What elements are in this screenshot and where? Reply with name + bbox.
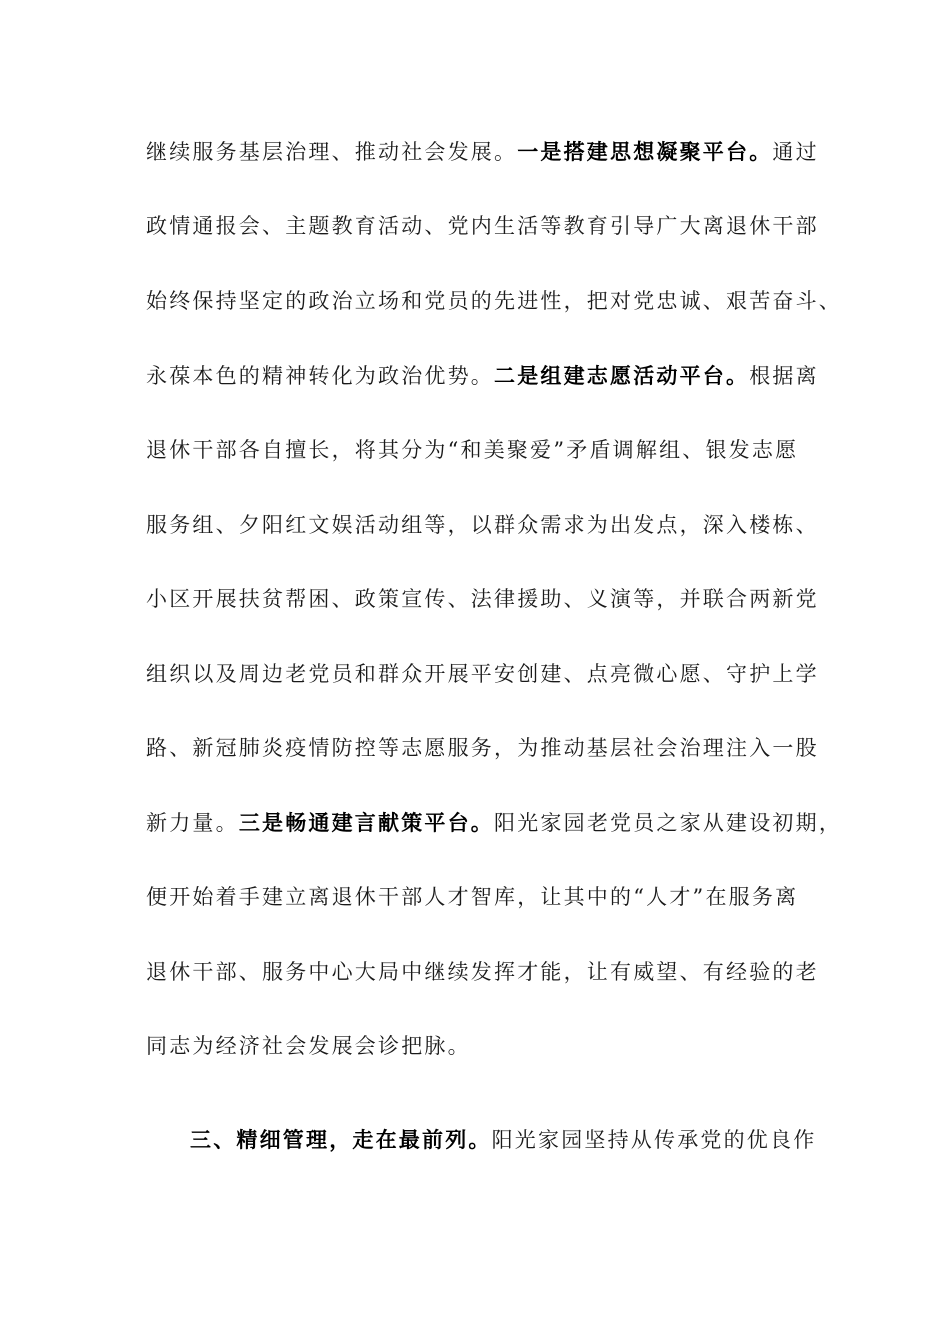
paragraph-line (146, 877, 836, 917)
section-heading: 三、精细管理，走在最前列。 (190, 1127, 492, 1152)
body-text: 政情通报会、主题教育活动、党内生活等教育引导广大离退休干部 (146, 214, 819, 238)
body-text: 永葆本色的精神转化为政治优势。 (146, 364, 494, 388)
paragraph-line (146, 579, 836, 619)
body-text: 同志为经济社会发展会诊把脉。 (146, 1034, 471, 1058)
bold-heading-text: 一是搭建思想凝聚平台。 (517, 139, 773, 164)
paragraph-line (146, 132, 836, 172)
paragraph-line (146, 728, 836, 768)
body-text: 退休干部各自擅长，将其分为“和美聚爱”矛盾调解组、银发志愿 (146, 438, 799, 462)
body-text: 组织以及周边老党员和群众开展平安创建、点亮微心愿、守护上学 (146, 662, 819, 686)
body-text: 退休干部、服务中心大局中继续发挥才能，让有威望、有经验的老 (146, 960, 819, 984)
body-text: 始终保持坚定的政治立场和党员的先进性，把对党忠诚、艰苦奋斗、 (146, 289, 842, 313)
paragraph-line (146, 206, 836, 246)
body-text: 路、新冠肺炎疫情防控等志愿服务，为推动基层社会治理注入一股 (146, 736, 819, 760)
body-text: 根据离 (749, 364, 819, 388)
paragraph-line (146, 654, 836, 694)
body-text: 新力量。 (146, 811, 239, 835)
bold-heading-text: 三是畅通建言献策平台。 (238, 810, 495, 835)
body-text: 继续服务基层治理、推动社会发展。 (146, 140, 518, 164)
body-text: 便开始着手建立离退休干部人才智库，让其中的“人才”在服务离 (146, 885, 799, 909)
body-text: 通过 (772, 140, 819, 164)
paragraph-line (146, 1026, 836, 1066)
paragraph-line (146, 281, 842, 321)
bold-heading-text: 二是组建志愿活动平台。 (494, 363, 750, 388)
body-text: 服务组、夕阳红文娱活动组等，以群众需求为出发点，深入楼栋、 (146, 513, 819, 537)
body-text: 阳光家园坚持从传承党的优良作 (491, 1128, 817, 1152)
paragraph-line (146, 952, 836, 992)
paragraph-line (146, 505, 836, 545)
section-heading-line (190, 1120, 880, 1160)
paragraph-line (146, 356, 836, 396)
body-text: 阳光家园老党员之家从建设初期， (494, 811, 843, 835)
paragraph-line (146, 430, 836, 470)
paragraph-line (146, 803, 843, 843)
body-text: 小区开展扶贫帮困、政策宣传、法律援助、义演等，并联合两新党 (146, 587, 819, 611)
